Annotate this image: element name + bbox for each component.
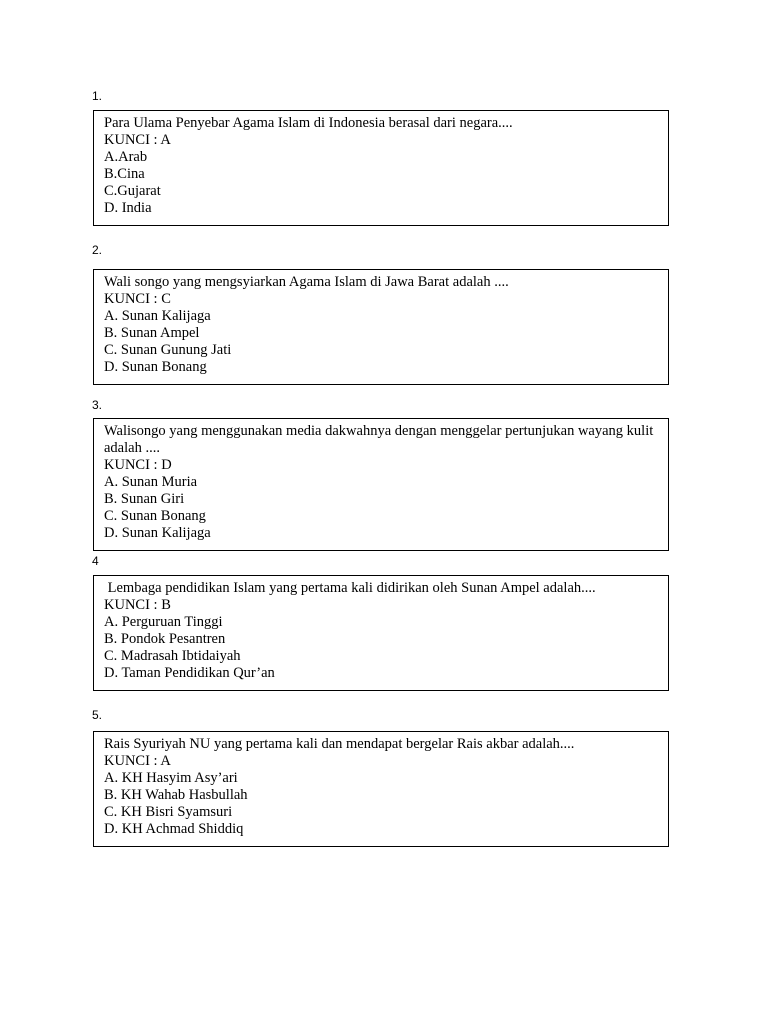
- option-b: B. Sunan Giri: [104, 491, 185, 507]
- option-d: D. KH Achmad Shiddiq: [104, 821, 244, 837]
- question-text: Wali songo yang mengsyiarkan Agama Islam di Jawa Barat adalah ....: [104, 274, 509, 290]
- option-d: D. Sunan Bonang: [104, 359, 207, 375]
- question-number: 2.: [92, 243, 103, 257]
- answer-key: KUNCI : A: [104, 753, 171, 769]
- option-b: B. Pondok Pesantren: [104, 631, 226, 647]
- option-a: A. Perguruan Tinggi: [104, 614, 223, 630]
- option-a: A. Sunan Muria: [104, 474, 198, 490]
- answer-key: KUNCI : B: [104, 597, 171, 613]
- option-a: A. KH Hasyim Asy’ari: [104, 770, 238, 786]
- question-number: 5.: [92, 708, 103, 722]
- option-a: A.Arab: [104, 149, 148, 165]
- answer-key: KUNCI : D: [104, 457, 172, 473]
- option-a: A. Sunan Kalijaga: [104, 308, 211, 324]
- question-box: [93, 575, 669, 691]
- question-text: Lembaga pendidikan Islam yang pertama kali didirikan oleh Sunan Ampel adalah....: [104, 580, 596, 596]
- answer-key: KUNCI : A: [104, 132, 171, 148]
- option-b: B. KH Wahab Hasbullah: [104, 787, 248, 803]
- option-b: B. Sunan Ampel: [104, 325, 200, 341]
- question-number: 1.: [92, 89, 103, 103]
- question-box: [93, 418, 669, 551]
- question-text: Walisongo yang menggunakan media dakwahnya dengan menggelar pertunjukan wayang kulit adalah ....: [104, 423, 657, 456]
- option-c: C. KH Bisri Syamsuri: [104, 804, 233, 820]
- question-number: 4: [92, 554, 99, 568]
- question-text: Para Ulama Penyebar Agama Islam di Indonesia berasal dari negara....: [104, 115, 513, 131]
- option-d: D. India: [104, 200, 152, 216]
- question-box: [93, 110, 669, 226]
- option-b: B.Cina: [104, 166, 145, 182]
- question-box: [93, 731, 669, 847]
- option-c: C.Gujarat: [104, 183, 161, 199]
- option-d: D. Sunan Kalijaga: [104, 525, 211, 541]
- question-text: Rais Syuriyah NU yang pertama kali dan mendapat bergelar Rais akbar adalah....: [104, 736, 575, 752]
- question-box: [93, 269, 669, 385]
- answer-key: KUNCI : C: [104, 291, 171, 307]
- option-d: D. Taman Pendidikan Qur’an: [104, 665, 275, 681]
- option-c: C. Madrasah Ibtidaiyah: [104, 648, 241, 664]
- option-c: C. Sunan Gunung Jati: [104, 342, 232, 358]
- option-c: C. Sunan Bonang: [104, 508, 206, 524]
- question-number: 3.: [92, 398, 103, 412]
